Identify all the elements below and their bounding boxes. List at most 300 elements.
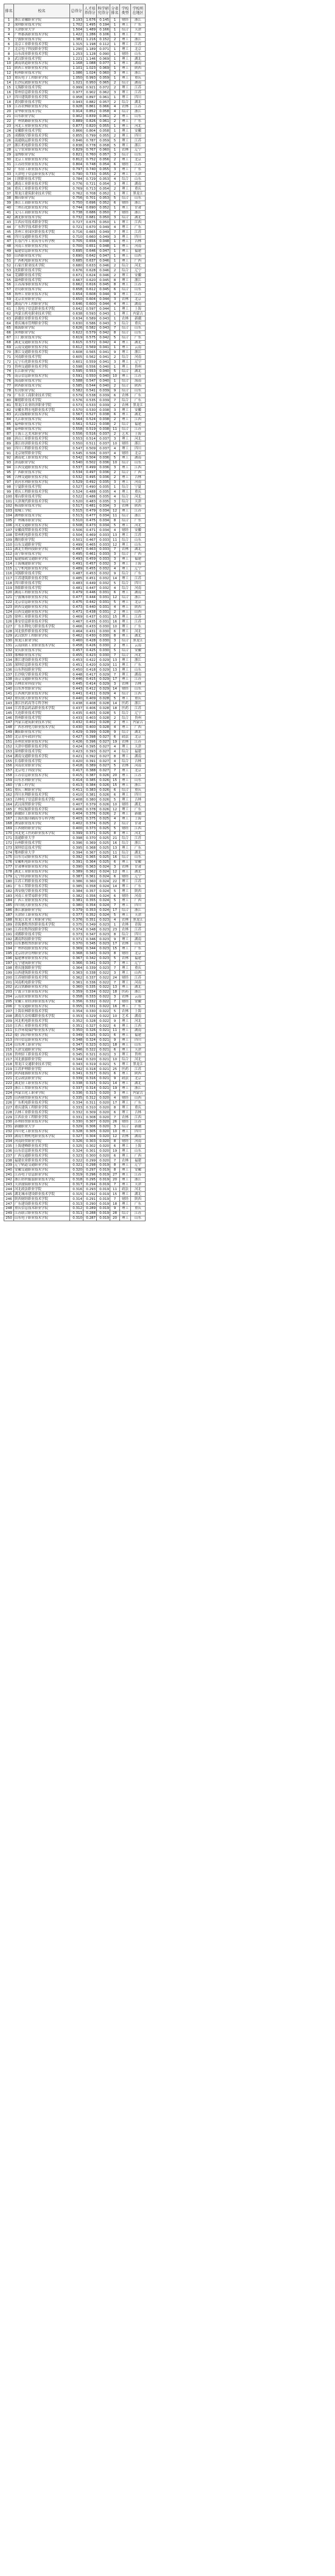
cell-rank: 87 xyxy=(4,432,14,437)
cell-total: 0.475 xyxy=(70,600,83,605)
cell-rank: 39 xyxy=(4,201,14,205)
cell-rank: 145 xyxy=(4,711,14,716)
cell-total: 0.316 xyxy=(70,1187,83,1192)
cell-talent: 0.337 xyxy=(83,976,97,980)
cell-region: 河南 xyxy=(131,244,146,249)
table-row xyxy=(4,590,146,595)
table-row xyxy=(4,778,146,783)
cell-type: 理工 xyxy=(120,1216,131,1221)
cell-prov-rank: 10 xyxy=(110,802,120,807)
cell-rank: 89 xyxy=(4,441,14,446)
cell-rank: 8 xyxy=(4,52,14,57)
cell-prov-rank: 2 xyxy=(110,85,120,90)
cell-research: 0.048 xyxy=(97,239,110,244)
cell-prov-rank: 6 xyxy=(110,788,120,793)
cell-school: 河北化工医药职业技术学院 xyxy=(14,831,70,836)
cell-region: 山东 xyxy=(131,330,146,335)
cell-total: 0.598 xyxy=(70,365,83,369)
cell-rank: 47 xyxy=(4,239,14,244)
cell-region: 湖南 xyxy=(131,62,146,66)
cell-school: 北京农业职业学院 xyxy=(14,297,70,302)
cell-prov-rank: 7 xyxy=(110,768,120,773)
cell-type: 财经 xyxy=(120,1197,131,1202)
cell-research: 0.023 xyxy=(97,956,110,961)
cell-talent: 0.642 xyxy=(83,254,97,259)
cell-prov-rank: 3 xyxy=(110,1052,120,1057)
table-row xyxy=(4,994,146,999)
cell-type: 理工 xyxy=(120,1052,131,1057)
cell-research: 0.049 xyxy=(97,230,110,235)
cell-research: 0.029 xyxy=(97,663,110,668)
cell-research: 0.034 xyxy=(97,528,110,533)
table-row xyxy=(4,754,146,759)
cell-type: 理工 xyxy=(120,913,131,918)
cell-talent: 1.023 xyxy=(83,66,97,71)
cell-talent: 0.430 xyxy=(83,634,97,639)
cell-region: 山东 xyxy=(131,942,146,947)
cell-research: 0.021 xyxy=(97,1033,110,1038)
cell-type: 理工 xyxy=(120,239,131,244)
cell-talent: 0.321 xyxy=(83,1052,97,1057)
cell-prov-rank: 8 xyxy=(110,932,120,937)
cell-talent: 0.665 xyxy=(83,230,97,235)
cell-rank: 244 xyxy=(4,1187,14,1192)
cell-talent: 0.675 xyxy=(83,220,97,225)
cell-school: 苏州经贸职业技术学院 xyxy=(14,1119,70,1124)
cell-total: 0.354 xyxy=(70,1009,83,1014)
cell-region: 吉林 xyxy=(131,475,146,480)
cell-school: 贵州轻工职业技术学院 xyxy=(14,1052,70,1057)
cell-region: 江苏 xyxy=(131,976,146,980)
cell-region: 广西 xyxy=(131,552,146,557)
table-row xyxy=(4,369,146,374)
table-row xyxy=(4,157,146,162)
cell-school: 河南工业贸易职业学院 xyxy=(14,894,70,899)
cell-total: 0.493 xyxy=(70,557,83,562)
cell-rank: 162 xyxy=(4,793,14,797)
table-row xyxy=(4,109,146,114)
cell-school: 山西建筑职业技术学院 xyxy=(14,971,70,976)
cell-type: 理工 xyxy=(120,1177,131,1182)
cell-school: 宁波职业技术学院 xyxy=(14,37,70,42)
cell-research: 0.020 xyxy=(97,1119,110,1124)
cell-type: 理工 xyxy=(120,114,131,119)
cell-school: 山东交通职业学院 xyxy=(14,543,70,548)
cell-research: 0.038 xyxy=(97,422,110,427)
cell-type: 理工 xyxy=(120,619,131,624)
cell-research: 0.029 xyxy=(97,673,110,677)
cell-research: 0.065 xyxy=(97,80,110,85)
cell-prov-rank: 11 xyxy=(110,851,120,855)
cell-research: 0.037 xyxy=(97,451,110,456)
cell-school: 杭州职业技术学院 xyxy=(14,71,70,76)
cell-total: 0.455 xyxy=(70,653,83,658)
cell-type: 理工 xyxy=(120,966,131,971)
cell-school: 浙江金融职业学院 xyxy=(14,18,70,23)
cell-prov-rank: 12 xyxy=(110,508,120,513)
table-row xyxy=(4,18,146,23)
cell-region: 广西 xyxy=(131,470,146,475)
cell-rank: 230 xyxy=(4,1119,14,1124)
cell-prov-rank: 2 xyxy=(110,721,120,726)
cell-research: 0.020 xyxy=(97,1091,110,1096)
cell-region: 山东 xyxy=(131,538,146,543)
cell-talent: 0.522 xyxy=(83,422,97,427)
table-row xyxy=(4,1144,146,1149)
cell-total: 0.510 xyxy=(70,518,83,523)
table-row xyxy=(4,235,146,240)
table-row xyxy=(4,600,146,605)
cell-type: 农林 xyxy=(120,1158,131,1163)
cell-type: 综合 xyxy=(120,749,131,754)
cell-talent: 0.579 xyxy=(83,330,97,335)
cell-total: 0.348 xyxy=(70,1038,83,1043)
cell-type: 理工 xyxy=(120,615,131,619)
cell-rank: 55 xyxy=(4,278,14,283)
cell-type: 理工 xyxy=(120,1024,131,1029)
cell-rank: 199 xyxy=(4,971,14,976)
cell-school: 湖北轻工职业技术学院 xyxy=(14,1081,70,1086)
table-row xyxy=(4,1197,146,1202)
cell-research: 0.029 xyxy=(97,682,110,687)
cell-school: 贵州交通职业技术学院 xyxy=(14,365,70,369)
cell-school: 湖南大众传媒职业技术学院 xyxy=(14,1014,70,1019)
cell-region: 湖北 xyxy=(131,340,146,345)
table-row xyxy=(4,508,146,513)
cell-region: 陕西 xyxy=(131,889,146,894)
cell-prov-rank: 5 xyxy=(110,369,120,374)
table-row xyxy=(4,398,146,403)
cell-talent: 0.524 xyxy=(83,417,97,422)
cell-school: 江苏农林职业技术学院 xyxy=(14,105,70,110)
cell-prov-rank: 15 xyxy=(110,615,120,619)
cell-school: 广东工贸职业技术学院 xyxy=(14,884,70,889)
cell-rank: 151 xyxy=(4,740,14,744)
cell-region: 山东 xyxy=(131,196,146,201)
cell-rank: 97 xyxy=(4,480,14,485)
cell-school: 深圳信息技术学院 xyxy=(14,846,70,851)
cell-talent: 0.778 xyxy=(83,143,97,148)
cell-rank: 190 xyxy=(4,927,14,932)
cell-research: 0.045 xyxy=(97,282,110,287)
cell-talent: 0.597 xyxy=(83,307,97,312)
cell-school: 长江职业学院 xyxy=(14,369,70,374)
cell-rank: 118 xyxy=(4,581,14,586)
cell-talent: 0.334 xyxy=(83,990,97,994)
cell-rank: 136 xyxy=(4,668,14,673)
table-row xyxy=(4,263,146,268)
cell-school: 青岛职业技术学院 xyxy=(14,287,70,292)
cell-talent: 0.325 xyxy=(83,1033,97,1038)
cell-region: 浙江 xyxy=(131,143,146,148)
cell-total: 0.433 xyxy=(70,716,83,721)
cell-region: 广东 xyxy=(131,884,146,889)
cell-total: 0.320 xyxy=(70,1168,83,1172)
cell-school: 内蒙古化工职业学院 xyxy=(14,1091,70,1096)
cell-rank: 243 xyxy=(4,1182,14,1187)
cell-talent: 0.509 xyxy=(83,446,97,451)
cell-research: 0.030 xyxy=(97,643,110,648)
cell-prov-rank: 1 xyxy=(110,205,120,210)
cell-prov-rank: 6 xyxy=(110,793,120,797)
table-row xyxy=(4,1096,146,1101)
cell-total: 0.366 xyxy=(70,961,83,966)
cell-rank: 152 xyxy=(4,744,14,749)
table-row xyxy=(4,1076,146,1081)
cell-prov-rank: 1 xyxy=(110,244,120,249)
cell-region: 天津 xyxy=(131,499,146,504)
cell-rank: 248 xyxy=(4,1206,14,1211)
cell-prov-rank: 9 xyxy=(110,730,120,735)
cell-research: 0.060 xyxy=(97,148,110,153)
table-row xyxy=(4,716,146,721)
cell-type: 综合 xyxy=(120,836,131,841)
cell-school: 长春职业技术学院 xyxy=(14,759,70,764)
cell-type: 理工 xyxy=(120,23,131,27)
cell-prov-rank: 1 xyxy=(110,316,120,321)
cell-rank: 59 xyxy=(4,297,14,302)
cell-talent: 0.740 xyxy=(83,167,97,172)
cell-region: 安徽 xyxy=(131,999,146,1004)
cell-total: 0.700 xyxy=(70,244,83,249)
cell-rank: 72 xyxy=(4,360,14,365)
cell-prov-rank: 7 xyxy=(110,326,120,331)
cell-total: 0.804 xyxy=(70,162,83,167)
cell-school: 河北软件职业技术学院 xyxy=(14,629,70,634)
table-row xyxy=(4,1004,146,1009)
cell-talent: 0.861 xyxy=(83,105,97,110)
cell-region: 浙江 xyxy=(131,210,146,215)
cell-school: 辽宁机电职业技术学院 xyxy=(14,566,70,571)
cell-talent: 0.335 xyxy=(83,985,97,990)
cell-research: 0.024 xyxy=(97,874,110,879)
table-row xyxy=(4,52,146,57)
cell-type: 理工 xyxy=(120,124,131,129)
cell-talent: 0.481 xyxy=(83,504,97,508)
cell-talent: 0.308 xyxy=(83,1115,97,1120)
cell-type: 综合 xyxy=(120,27,131,32)
table-row xyxy=(4,1009,146,1014)
cell-region: 湖南 xyxy=(131,673,146,677)
table-row xyxy=(4,922,146,927)
cell-research: 0.028 xyxy=(97,706,110,711)
cell-type: 综合 xyxy=(120,552,131,557)
cell-total: 0.855 xyxy=(70,134,83,138)
cell-total: 0.385 xyxy=(70,884,83,889)
cell-prov-rank: 4 xyxy=(110,566,120,571)
cell-rank: 57 xyxy=(4,287,14,292)
cell-research: 0.026 xyxy=(97,797,110,802)
cell-rank: 22 xyxy=(4,119,14,124)
cell-talent: 0.302 xyxy=(83,1144,97,1149)
table-row xyxy=(4,1129,146,1134)
table-row xyxy=(4,730,146,735)
cell-total: 0.601 xyxy=(70,360,83,365)
cell-prov-rank: 9 xyxy=(110,350,120,355)
cell-rank: 9 xyxy=(4,57,14,62)
cell-talent: 0.326 xyxy=(83,1029,97,1033)
cell-type: 理工 xyxy=(120,1019,131,1024)
cell-region: 江西 xyxy=(131,465,146,470)
cell-research: 0.058 xyxy=(97,129,110,134)
cell-talent: 0.417 xyxy=(83,673,97,677)
cell-total: 0.721 xyxy=(70,225,83,230)
table-row xyxy=(4,355,146,360)
cell-region: 广东 xyxy=(131,119,146,124)
cell-rank: 182 xyxy=(4,889,14,894)
cell-rank: 214 xyxy=(4,1043,14,1047)
cell-type: 综合 xyxy=(120,691,131,696)
cell-school: 南宁职业技术学院 xyxy=(14,552,70,557)
table-row xyxy=(4,1119,146,1124)
cell-school: 烟台职业学院 xyxy=(14,196,70,201)
cell-prov-rank: 2 xyxy=(110,821,120,826)
cell-region: 安徽 xyxy=(131,273,146,278)
cell-type: 理工 xyxy=(120,590,131,595)
cell-total: 0.315 xyxy=(70,1192,83,1197)
cell-total: 0.553 xyxy=(70,437,83,441)
cell-research: 0.024 xyxy=(97,894,110,899)
cell-talent: 0.295 xyxy=(83,1177,97,1182)
table-row xyxy=(4,278,146,283)
cell-rank: 96 xyxy=(4,475,14,480)
cell-prov-rank: 6 xyxy=(110,162,120,167)
cell-rank: 218 xyxy=(4,1062,14,1067)
cell-school: 广州科技职业技术学院 xyxy=(14,946,70,951)
cell-rank: 174 xyxy=(4,851,14,855)
cell-prov-rank: 7 xyxy=(110,653,120,658)
table-row xyxy=(4,201,146,205)
cell-type: 农林 xyxy=(120,994,131,999)
cell-research: 0.019 xyxy=(97,1168,110,1172)
cell-research: 0.029 xyxy=(97,677,110,682)
cell-total: 0.738 xyxy=(70,210,83,215)
cell-total: 0.395 xyxy=(70,846,83,851)
cell-rank: 187 xyxy=(4,913,14,918)
cell-type: 理工 xyxy=(120,1105,131,1110)
cell-prov-rank: 5 xyxy=(110,143,120,148)
cell-school: 兰州石化职业技术学院 xyxy=(14,205,70,210)
table-row xyxy=(4,62,146,66)
cell-region: 山东 xyxy=(131,52,146,57)
cell-total: 1.050 xyxy=(70,76,83,80)
cell-total: 0.517 xyxy=(70,504,83,508)
cell-rank: 231 xyxy=(4,1124,14,1129)
cell-school: 黄冈职业技术学院 xyxy=(14,100,70,105)
table-row xyxy=(4,865,146,869)
cell-school: 江苏农牧科技职业学院 xyxy=(14,927,70,932)
cell-prov-rank: 11 xyxy=(110,513,120,518)
cell-total: 0.438 xyxy=(70,701,83,706)
cell-total: 0.417 xyxy=(70,768,83,773)
cell-talent: 0.752 xyxy=(83,157,97,162)
cell-total: 0.400 xyxy=(70,826,83,831)
cell-school: 江苏经贸职业技术学院 xyxy=(14,162,70,167)
cell-research: 0.028 xyxy=(97,701,110,706)
cell-rank: 53 xyxy=(4,268,14,273)
cell-region: 浙江 xyxy=(131,18,146,23)
cell-research: 0.024 xyxy=(97,908,110,913)
cell-talent: 0.312 xyxy=(83,1096,97,1101)
cell-region: 安徽 xyxy=(131,129,146,134)
cell-total: 0.821 xyxy=(70,152,83,157)
cell-research: 0.035 xyxy=(97,494,110,499)
header-region: 学校所在地区 xyxy=(131,4,146,18)
cell-talent: 0.426 xyxy=(83,643,97,648)
table-row xyxy=(4,446,146,451)
cell-rank: 165 xyxy=(4,807,14,812)
cell-total: 0.561 xyxy=(70,422,83,427)
cell-prov-rank: 15 xyxy=(110,1192,120,1197)
cell-type: 理工 xyxy=(120,744,131,749)
cell-prov-rank: 10 xyxy=(110,1129,120,1134)
cell-region: 浙江 xyxy=(131,841,146,846)
cell-region: 内蒙古 xyxy=(131,721,146,726)
cell-total: 0.314 xyxy=(70,1197,83,1202)
cell-rank: 206 xyxy=(4,1004,14,1009)
cell-total: 0.914 xyxy=(70,109,83,114)
cell-school: 四川水利职业技术学院 xyxy=(14,793,70,797)
cell-research: 0.042 xyxy=(97,330,110,335)
cell-prov-rank: 3 xyxy=(110,182,120,187)
cell-talent: 0.428 xyxy=(83,638,97,643)
cell-prov-rank: 8 xyxy=(110,831,120,836)
cell-region: 上海 xyxy=(131,307,146,312)
table-row xyxy=(4,855,146,860)
cell-rank: 54 xyxy=(4,273,14,278)
cell-prov-rank: 7 xyxy=(110,1182,120,1187)
cell-total: 0.317 xyxy=(70,1182,83,1187)
table-row xyxy=(4,1043,146,1047)
cell-talent: 0.300 xyxy=(83,1154,97,1158)
cell-prov-rank: 5 xyxy=(110,956,120,961)
cell-region: 广东 xyxy=(131,571,146,576)
cell-region: 陕西 xyxy=(131,1072,146,1077)
cell-rank: 2 xyxy=(4,23,14,27)
cell-rank: 29 xyxy=(4,152,14,157)
cell-research: 0.035 xyxy=(97,485,110,490)
table-row xyxy=(4,696,146,701)
cell-rank: 42 xyxy=(4,215,14,220)
cell-type: 理工 xyxy=(120,971,131,976)
cell-research: 0.027 xyxy=(97,754,110,759)
cell-research: 0.055 xyxy=(97,172,110,177)
cell-type: 财经 xyxy=(120,999,131,1004)
cell-total: 0.491 xyxy=(70,562,83,566)
cell-prov-rank: 7 xyxy=(110,210,120,215)
cell-research: 0.025 xyxy=(97,826,110,831)
table-row xyxy=(4,66,146,71)
cell-research: 0.028 xyxy=(97,711,110,716)
cell-rank: 189 xyxy=(4,922,14,927)
cell-prov-rank: 1 xyxy=(110,23,120,27)
cell-school: 江苏联合职业技术学院 xyxy=(14,1211,70,1216)
cell-rank: 176 xyxy=(4,860,14,865)
table-row xyxy=(4,908,146,913)
cell-research: 0.026 xyxy=(97,778,110,783)
cell-type: 理工 xyxy=(120,1192,131,1197)
cell-total: 0.432 xyxy=(70,721,83,726)
cell-talent: 0.882 xyxy=(83,100,97,105)
header-row xyxy=(4,4,146,18)
cell-prov-rank: 8 xyxy=(110,1139,120,1144)
cell-school: 天津渤海职业技术学院 xyxy=(14,1182,70,1187)
table-row xyxy=(4,268,146,273)
cell-school: 上海建峰职业技术学院 xyxy=(14,1144,70,1149)
cell-type: 理工 xyxy=(120,235,131,240)
cell-talent: 0.364 xyxy=(83,860,97,865)
cell-region: 山东 xyxy=(131,778,146,783)
